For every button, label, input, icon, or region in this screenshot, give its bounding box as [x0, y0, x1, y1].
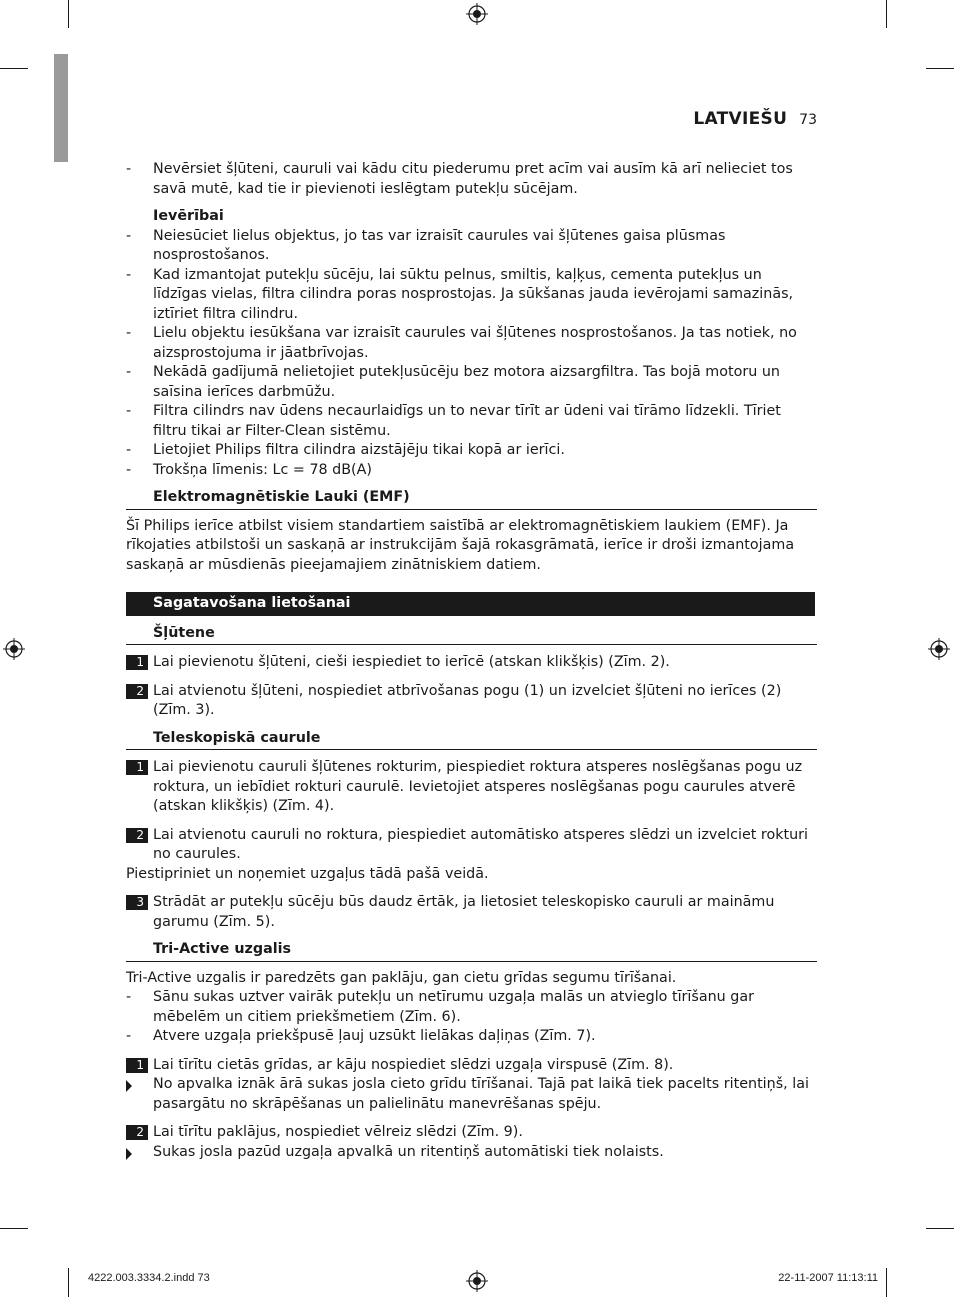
crop-mark: [886, 1268, 887, 1297]
crop-mark: [886, 0, 887, 28]
crop-mark: [0, 68, 28, 69]
result-arrow-icon: [126, 1148, 132, 1160]
step-item: 1 Lai tīrītu cietās grīdas, ar kāju nospiediet slēdzi uzgaļa virspusē (Zīm. 8).: [126, 1056, 817, 1076]
tube-note: Piestipriniet un noņemiet uzgaļus tādā pašā veidā.: [126, 865, 489, 882]
language-title: LATVIEŠU: [693, 109, 788, 129]
page-content: [126, 160, 817, 1162]
list-item: - Sānu sukas uztver vairāk putekļu un netīrumu uzgaļa malās un atvieglo tīrīšanu gar mēbelēm un citiem priekšmetiem (Zīm. 6).: [126, 989, 754, 1025]
list-item: - Lielu objektu iesūkšana var izraisīt caurules vai šļūtenes nosprostošanos. Ja tas notiek, no aizsprostojuma ir jāatbrīvojas.: [126, 325, 797, 361]
list-item: - Atvere uzgaļa priekšpusē ļauj uzsūkt lielākas daļiņas (Zīm. 7).: [126, 1028, 596, 1044]
caution-title: Ievērībai: [153, 208, 224, 224]
tube-title: Teleskopiskā caurule: [126, 729, 817, 751]
list-item: - Nekādā gadījumā nelietojiet putekļusūcēju bez motora aizsargfiltra. Tas bojā motoru un saīsina ierīces darbmūžu.: [126, 364, 780, 400]
emf-text: Šī Philips ierīce atbilst visiem standartiem saistībā ar elektromagnētiskiem laukiem (EMF). Ja rīkojaties atbilstoši un saskaņā ar instrukcijām šajā rokasgrāmatā, ierīce ir droši izmantojama saskaņā ar mūsdienās pieejamajiem zinātniskiem datiem.: [126, 517, 795, 573]
step-item: 2 Lai tīrītu paklājus, nospiediet vēlreiz slēdzi (Zīm. 9).: [126, 1123, 817, 1143]
registration-mark-icon: [928, 638, 950, 660]
crop-mark: [926, 1228, 954, 1229]
language-side-tab: [54, 54, 68, 162]
registration-mark-icon: [466, 3, 488, 25]
step-item: 2 Lai atvienotu šļūteni, nospiediet atbrīvošanas pogu (1) un izvelciet šļūteni no ierīces (2) (Zīm. 3).: [126, 682, 817, 721]
hose-title: Šļūtene: [126, 624, 817, 646]
nozzle-title: Tri-Active uzgalis: [126, 940, 817, 962]
list-item: - Trokšņa līmenis: Lc = 78 dB(A): [126, 461, 372, 478]
nozzle-intro: Tri-Active uzgalis ir paredzēts gan paklāju, gan cietu grīdas segumu tīrīšanai.: [126, 969, 677, 986]
list-item: - Kad izmantojat putekļu sūcēju, lai sūktu pelnus, smiltis, kaļķus, cementa putekļus un līdzīgas vielas, filtra cilindra poras nosprostojas. Ja sūkšanas jauda ievērojami samazinās, iztīriet filtra cilindru.: [126, 266, 794, 322]
crop-mark: [0, 1228, 28, 1229]
result-item: No apvalka iznāk ārā sukas josla cieto grīdu tīrīšanai. Tajā pat laikā tiek pacelts ritentiņš, lai pasargātu no skrāpēšanas un palielinātu manevrēšanas spēju.: [126, 1075, 817, 1114]
footer-file: 4222.003.3334.2.indd 73: [88, 1272, 210, 1284]
emf-title: Elektromagnētiskie Lauki (EMF): [126, 488, 817, 510]
result-arrow-icon: [126, 1080, 132, 1092]
list-item: - Lietojiet Philips filtra cilindra aizstājēju tikai kopā ar ierīci.: [126, 442, 565, 458]
step-item: 2 Lai atvienotu cauruli no roktura, piespiediet automātisko atsperes slēdzi un izvelciet rokturi no caurules.: [126, 826, 817, 865]
crop-mark: [68, 1268, 69, 1297]
step-item: 1 Lai pievienotu šļūteni, cieši iespiediet to ierīcē (atskan klikšķis) (Zīm. 2).: [126, 653, 817, 673]
list-item: - Neiesūciet lielus objektus, jo tas var izraisīt caurules vai šļūtenes gaisa plūsmas nosprostošanos.: [126, 227, 726, 263]
registration-mark-icon: [466, 1270, 488, 1292]
list-item: - Filtra cilindrs nav ūdens necaurlaidīgs un to nevar tīrīt ar ūdeni vai tīrāmo līdzekli. Tīriet filtru tikai ar Filter-Clean sistēmu.: [126, 403, 781, 439]
list-item: - Nevērsiet šļūteni, cauruli vai kādu citu piederumu pret acīm vai ausīm kā arī nelieciet tos savā mutē, kad tie ir pievienoti ieslēgtam putekļu sūcējam.: [126, 161, 793, 197]
result-item: Sukas josla pazūd uzgaļa apvalkā un ritentiņš automātiski tiek nolaists.: [126, 1143, 817, 1163]
footer-datetime: 22-11-2007 11:13:11: [778, 1272, 878, 1284]
page-header: [693, 109, 817, 129]
step-item: 3 Strādāt ar putekļu sūcēju būs daudz ērtāk, ja lietosiet teleskopisko cauruli ar maināmu garumu (Zīm. 5).: [126, 893, 817, 932]
registration-mark-icon: [3, 638, 25, 660]
prep-section-bar: Sagatavošana lietošanai: [126, 592, 815, 616]
step-item: 1 Lai pievienotu cauruli šļūtenes rokturim, piespiediet roktura atsperes noslēgšanas pogu uz roktura, un iebīdiet rokturi caurulē. Ievietojiet atsperes noslēgšanas pogu caurules atverē (atskan klikšķis) (Zīm. 4).: [126, 758, 817, 817]
crop-mark: [926, 68, 954, 69]
page-number: 73: [799, 112, 817, 128]
crop-mark: [68, 0, 69, 28]
